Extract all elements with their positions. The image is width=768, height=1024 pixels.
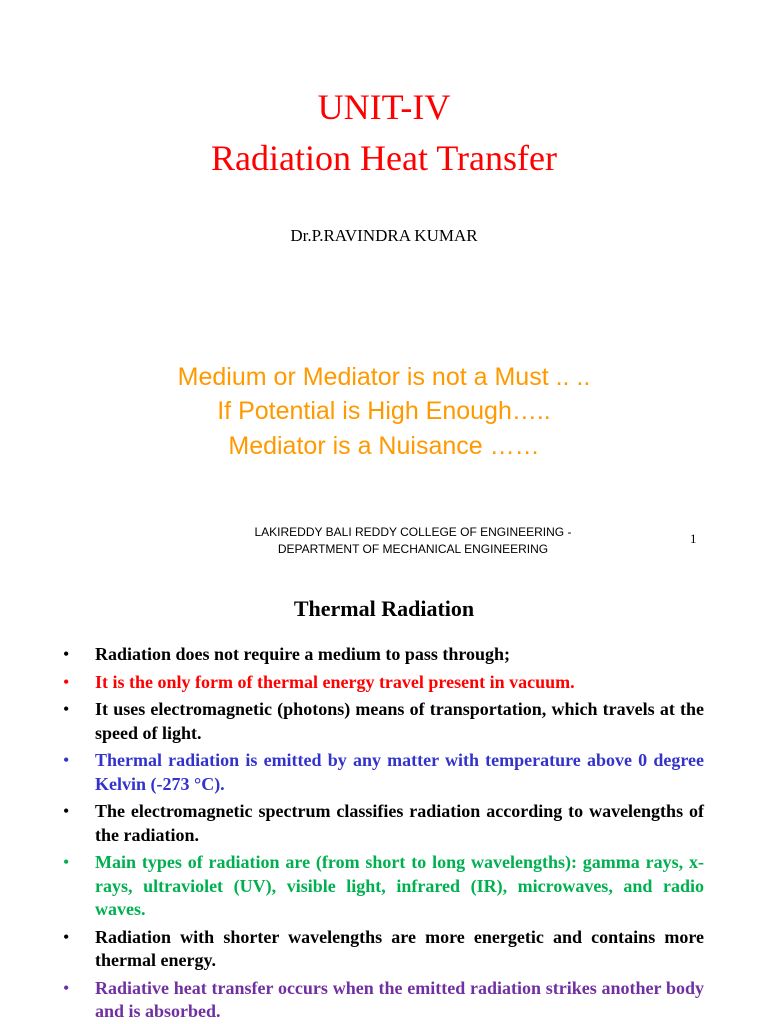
bullet-text: Thermal radiation is emitted by any matter with temperature above 0 degree Kelvin (-273 °C). (95, 750, 704, 794)
footer-department: DEPARTMENT OF MECHANICAL ENGINEERING (277, 542, 549, 556)
unit-heading: UNIT-IV (317, 87, 451, 127)
bullet-item (58, 671, 704, 695)
bullet-text: Main types of radiation are (from short to long wavelengths): gamma rays, x-rays, ultraviolet (UV), visible light, infrared (IR), microwaves, and radio waves. (95, 852, 704, 919)
page-number: 1 (690, 531, 697, 546)
bullet-text: The electromagnetic spectrum classifies radiation according to wavelengths of the radiation. (95, 801, 704, 845)
tagline-line: Medium or Mediator is not a Must .. .. (177, 363, 591, 391)
bullet-text: Radiation with shorter wavelengths are more energetic and contains more thermal energy. (95, 926, 704, 970)
bullet-list (58, 643, 704, 1024)
bullet-item (58, 800, 704, 847)
bullet-item (58, 851, 704, 922)
slide-footer (200, 524, 626, 558)
slide-title: Radiation Heat Transfer (211, 138, 557, 178)
bullet-icon: • (63, 750, 70, 770)
author-name: Dr.P.RAVINDRA KUMAR (290, 226, 478, 245)
bullet-item (58, 698, 704, 745)
tagline-line: If Potential is High Enough….. (217, 397, 551, 425)
bullet-icon: • (63, 852, 70, 872)
content-slide (0, 575, 768, 1024)
bullet-text: It uses electromagnetic (photons) means of transportation, which travels at the speed of light. (95, 699, 704, 743)
bullet-icon: • (63, 926, 70, 947)
bullet-text: Radiation does not require a medium to pass through; (95, 644, 511, 664)
bullet-icon: • (63, 644, 70, 664)
bullet-item (58, 643, 704, 667)
bullet-text: It is the only form of thermal energy travel present in vacuum. (95, 671, 575, 692)
footer-college: LAKIREDDY BALI REDDY COLLEGE OF ENGINEERING - (254, 525, 572, 539)
bullet-text: Radiative heat transfer occurs when the emitted radiation strikes another body and is absorbed. (95, 977, 704, 1021)
tagline-line: Mediator is a Nuisance …… (228, 432, 540, 460)
bullet-item (58, 749, 704, 796)
bullet-icon: • (63, 699, 70, 719)
bullet-icon: • (63, 977, 70, 998)
bullet-icon: • (63, 801, 70, 821)
bullet-icon: • (63, 671, 70, 692)
bullet-item (58, 977, 704, 1024)
bullet-item (58, 926, 704, 973)
section-title: Thermal Radiation (293, 596, 475, 621)
